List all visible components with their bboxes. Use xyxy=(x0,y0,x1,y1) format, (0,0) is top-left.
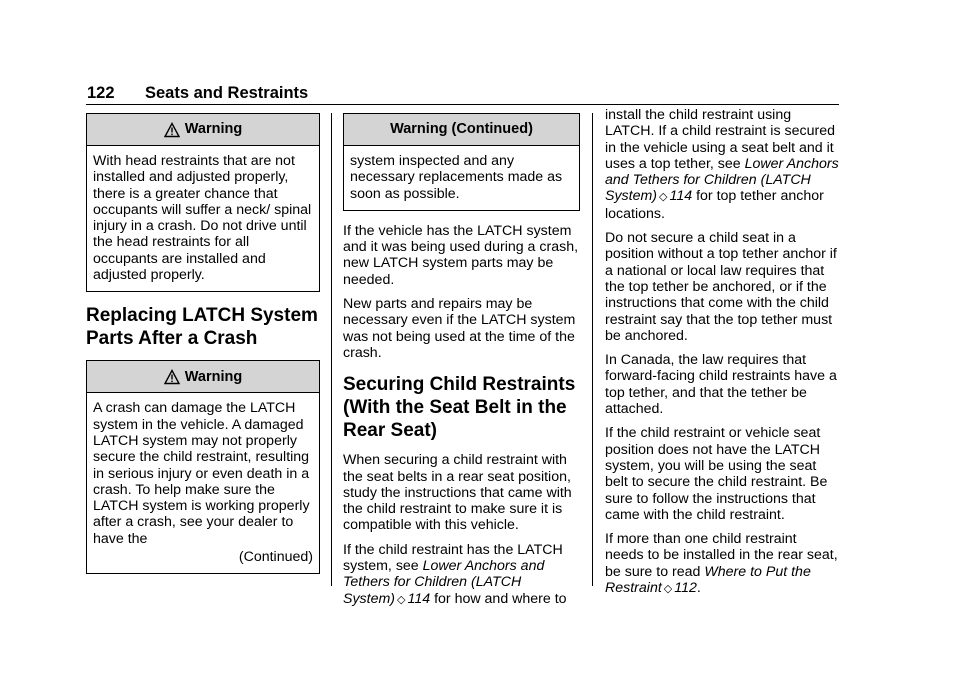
warning-header xyxy=(344,114,579,146)
paragraph: If the child restraint or vehicle seat position does not have the LATCH system, you will be using the seat belt to secure the child restraint. Be sure to follow the instructions that came with the child restraint. xyxy=(605,425,828,523)
page-number: 122 xyxy=(87,84,115,102)
paragraph: If the vehicle has the LATCH system and it was being used during a crash, new LATCH system parts may be needed. xyxy=(343,222,579,288)
warning-title: Warning xyxy=(184,121,243,138)
text: install the child restraint using LATCH. If a child restraint is secured in the vehicle using a seat belt and it uses a top tether, see xyxy=(605,107,835,172)
paragraph xyxy=(605,107,839,222)
text: If the child restraint has the LATCH system, see xyxy=(343,541,563,575)
paragraph: In Canada, the law requires that forward-facing child restraints have a top tether, and that the tether be attached. xyxy=(605,352,837,418)
warning-triangle-icon xyxy=(164,369,180,385)
page-reference[interactable]: 112 xyxy=(674,580,697,597)
page-reference[interactable]: 114 xyxy=(669,188,693,205)
warning-body: With head restraints that are not installed and adjusted properly, there is a greater chance that occupants will suffer a neck/ spinal injury in a crash. Do not drive until the head restraints for all occupants are installed and adjusted properly. xyxy=(93,153,312,284)
warning-title: Warning (Continued) xyxy=(390,121,533,138)
warning-title: Warning xyxy=(184,368,243,385)
section-title: Seats and Restraints xyxy=(145,84,309,102)
warning-triangle-icon xyxy=(164,122,180,138)
paragraph: Do not secure a child seat in a position without a top tether anchor if a national or local law requires that the top tether be anchored, or if the instructions that come with the child restraint say that the top tether must be anchored. xyxy=(605,230,837,344)
page-reference-icon: ◇ xyxy=(659,191,668,204)
page-header xyxy=(86,84,839,105)
text: for how and where to xyxy=(430,590,567,607)
section-heading: Securing Child Restraints (With the Seat Belt in the Rear Seat) xyxy=(343,374,576,442)
paragraph xyxy=(343,542,580,608)
column-middle xyxy=(343,113,580,616)
warning-body: system inspected and any necessary replacements made as soon as possible. xyxy=(350,153,563,202)
page-reference-icon: ◇ xyxy=(663,583,673,596)
column-left xyxy=(86,113,320,586)
warning-box xyxy=(343,113,580,211)
cross-reference-link[interactable]: Lower Anchors and Tethers for Children (LATCH System) xyxy=(343,558,545,607)
text: . xyxy=(696,580,701,597)
paragraph xyxy=(605,531,839,597)
continued-label: (Continued) xyxy=(238,549,313,566)
warning-text: A crash can damage the LATCH system in the vehicle. A damaged LATCH system may not properly secure the child restraint, resulting in serious injury or even death in a crash. To help make sure the LATCH system is working properly after a crash, see your dealer to have the xyxy=(93,400,310,547)
column-right xyxy=(605,107,839,605)
cross-reference-link[interactable]: Lower Anchors and Tethers for Children (LATCH System) xyxy=(605,155,839,205)
page-reference-icon: ◇ xyxy=(397,593,406,606)
column-divider xyxy=(331,113,332,586)
warning-header xyxy=(87,361,319,393)
warning-box xyxy=(86,113,320,292)
cross-reference-link[interactable]: Where to Put the Restraint xyxy=(605,563,811,597)
text: If more than one child restraint needs to be installed in the rear seat, be sure to read xyxy=(605,531,838,580)
text: for top tether anchor locations. xyxy=(605,188,824,222)
paragraph: When securing a child restraint with the seat belts in a rear seat position, study the instructions that came with the child restraint to make sure it is compatible with this vehicle. xyxy=(343,452,572,534)
paragraph: New parts and repairs may be necessary even if the LATCH system was not being used at the time of the crash. xyxy=(343,296,576,361)
column-divider xyxy=(592,113,593,586)
warning-body xyxy=(87,393,319,573)
page-reference[interactable]: 114 xyxy=(407,590,431,607)
warning-box xyxy=(86,360,320,574)
section-heading: Replacing LATCH System Parts After a Crash xyxy=(86,305,318,350)
warning-header xyxy=(87,114,319,146)
